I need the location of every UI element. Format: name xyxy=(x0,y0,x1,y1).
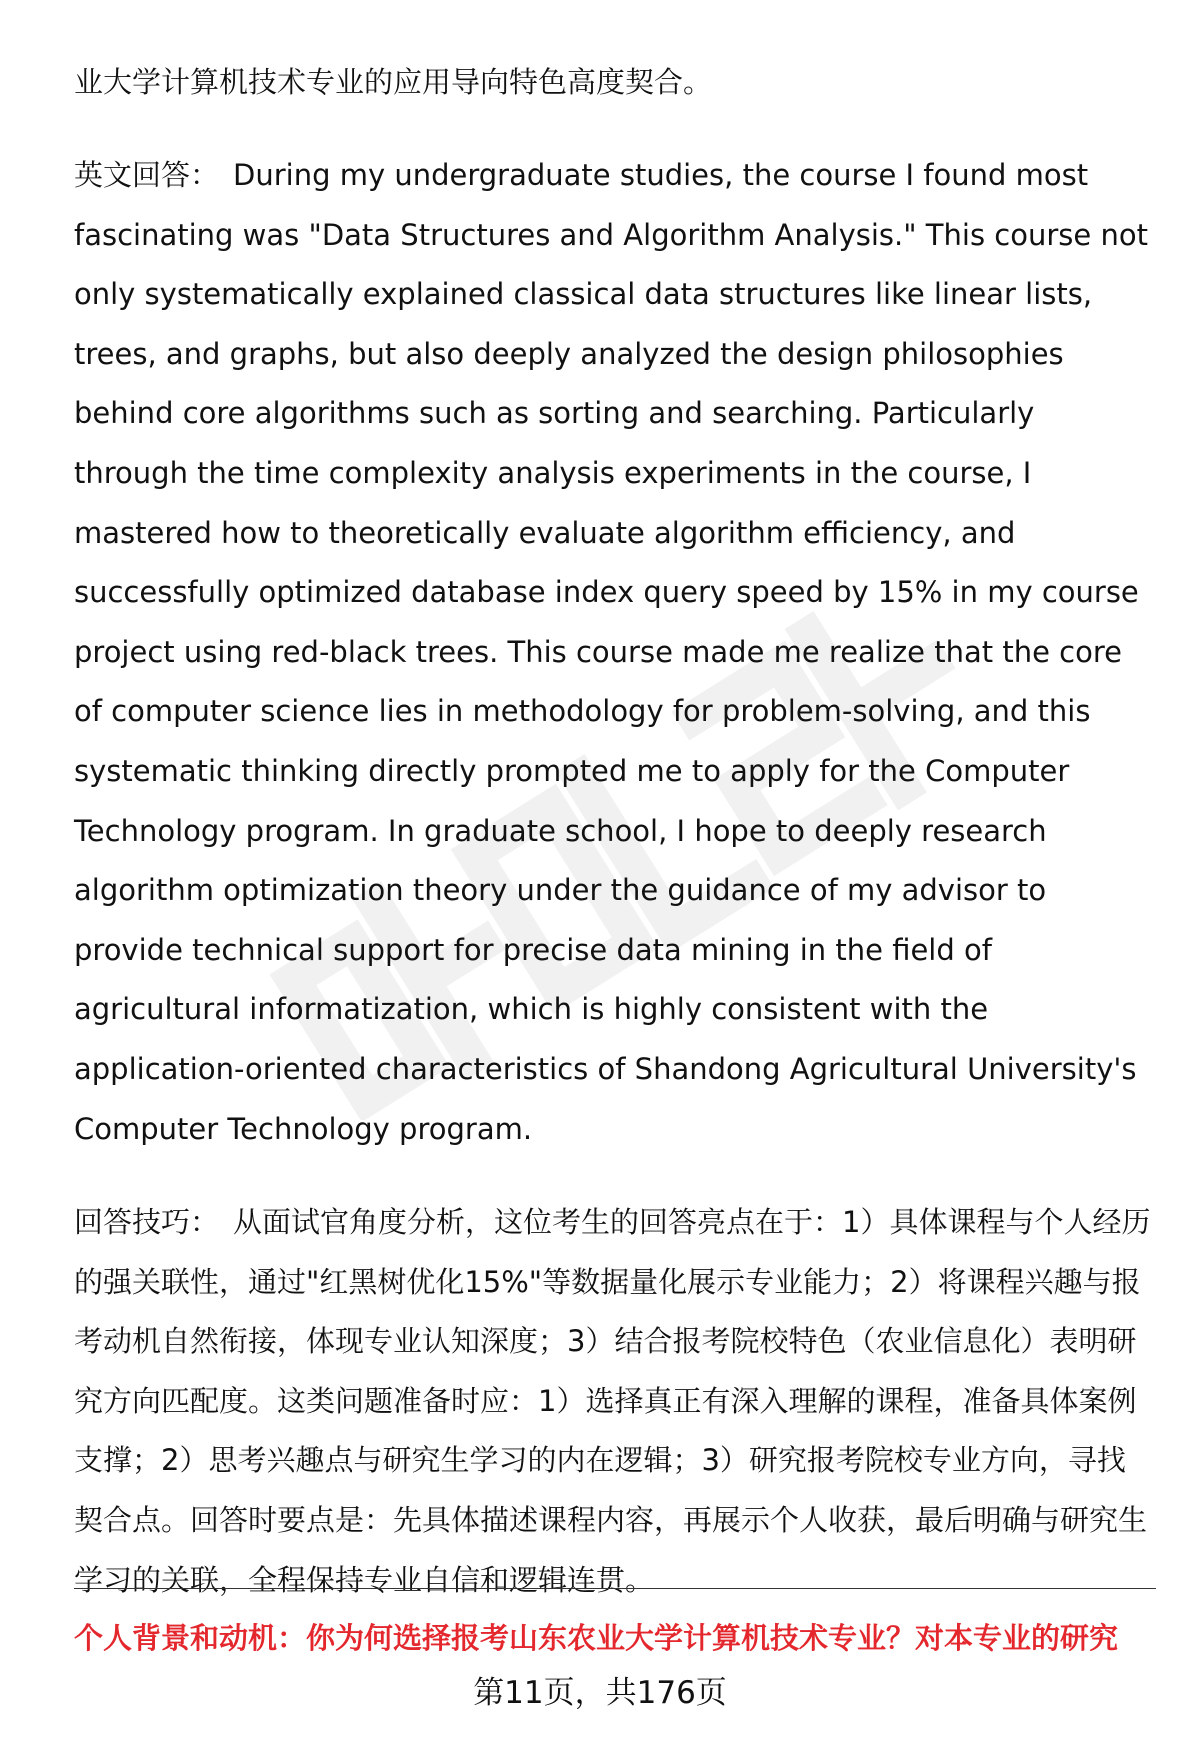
section-divider xyxy=(74,1588,1156,1589)
english-answer-label: 英文回答： xyxy=(74,158,220,192)
document-body xyxy=(74,52,1154,1610)
page-number-footer: 第11页，共176页 xyxy=(473,1675,727,1711)
answer-tips-label: 回答技巧： xyxy=(74,1205,220,1240)
next-question-heading: 个人背景和动机：你为何选择报考山东农业大学计算机技术专业？对本专业的研究 xyxy=(74,1621,1119,1655)
previous-answer-continuation: 业大学计算机技术专业的应用导向特色高度契合。 xyxy=(74,65,713,99)
english-answer-paragraph xyxy=(74,146,1154,1159)
answer-tips-paragraph xyxy=(74,1193,1154,1610)
english-answer-text: During my undergraduate studies, the course I found most fascinating was "Data Structures and Algorithm Analysis." This course not only systematically explained classical data structures like linear lists, trees, and graphs, but also deeply analyzed the design philosophies behind core algorithms such as sorting and searching. Particularly through the time complexity analysis experiments in the course, I mastered how to theoretically evaluate algorithm efficiency, and successfully optimized database index query speed by 15% in my course project using red-black trees. This course made me realize that the core of computer science lies in methodology for problem-solving, and this systematic thinking directly prompted me to apply for the Computer Technology program. In graduate school, I hope to deeply research algorithm optimization theory under the guidance of my advisor to provide technical support for precise data mining in the field of agricultural informatization, which is highly consistent with the application-oriented characteristics of Shandong Agricultural University's Computer Technology program. xyxy=(74,158,1148,1146)
answer-tips-text: 从面试官角度分析，这位考生的回答亮点在于：1）具体课程与个人经历的强关联性，通过"红黑树优化15%"等数据量化展示专业能力；2）将课程兴趣与报考动机自然衔接，体现专业认知深度；3）结合报考院校特色（农业信息化）表明研究方向匹配度。这类问题准备时应：1）选择真正有深入理解的课程，准备具体案例支撑；2）思考兴趣点与研究生学习的内在逻辑；3）研究报考院校专业方向，寻找契合点。回答时要点是：先具体描述课程内容，再展示个人收获，最后明确与研究生学习的关联，全程保持专业自信和逻辑连贯。 xyxy=(74,1205,1151,1597)
